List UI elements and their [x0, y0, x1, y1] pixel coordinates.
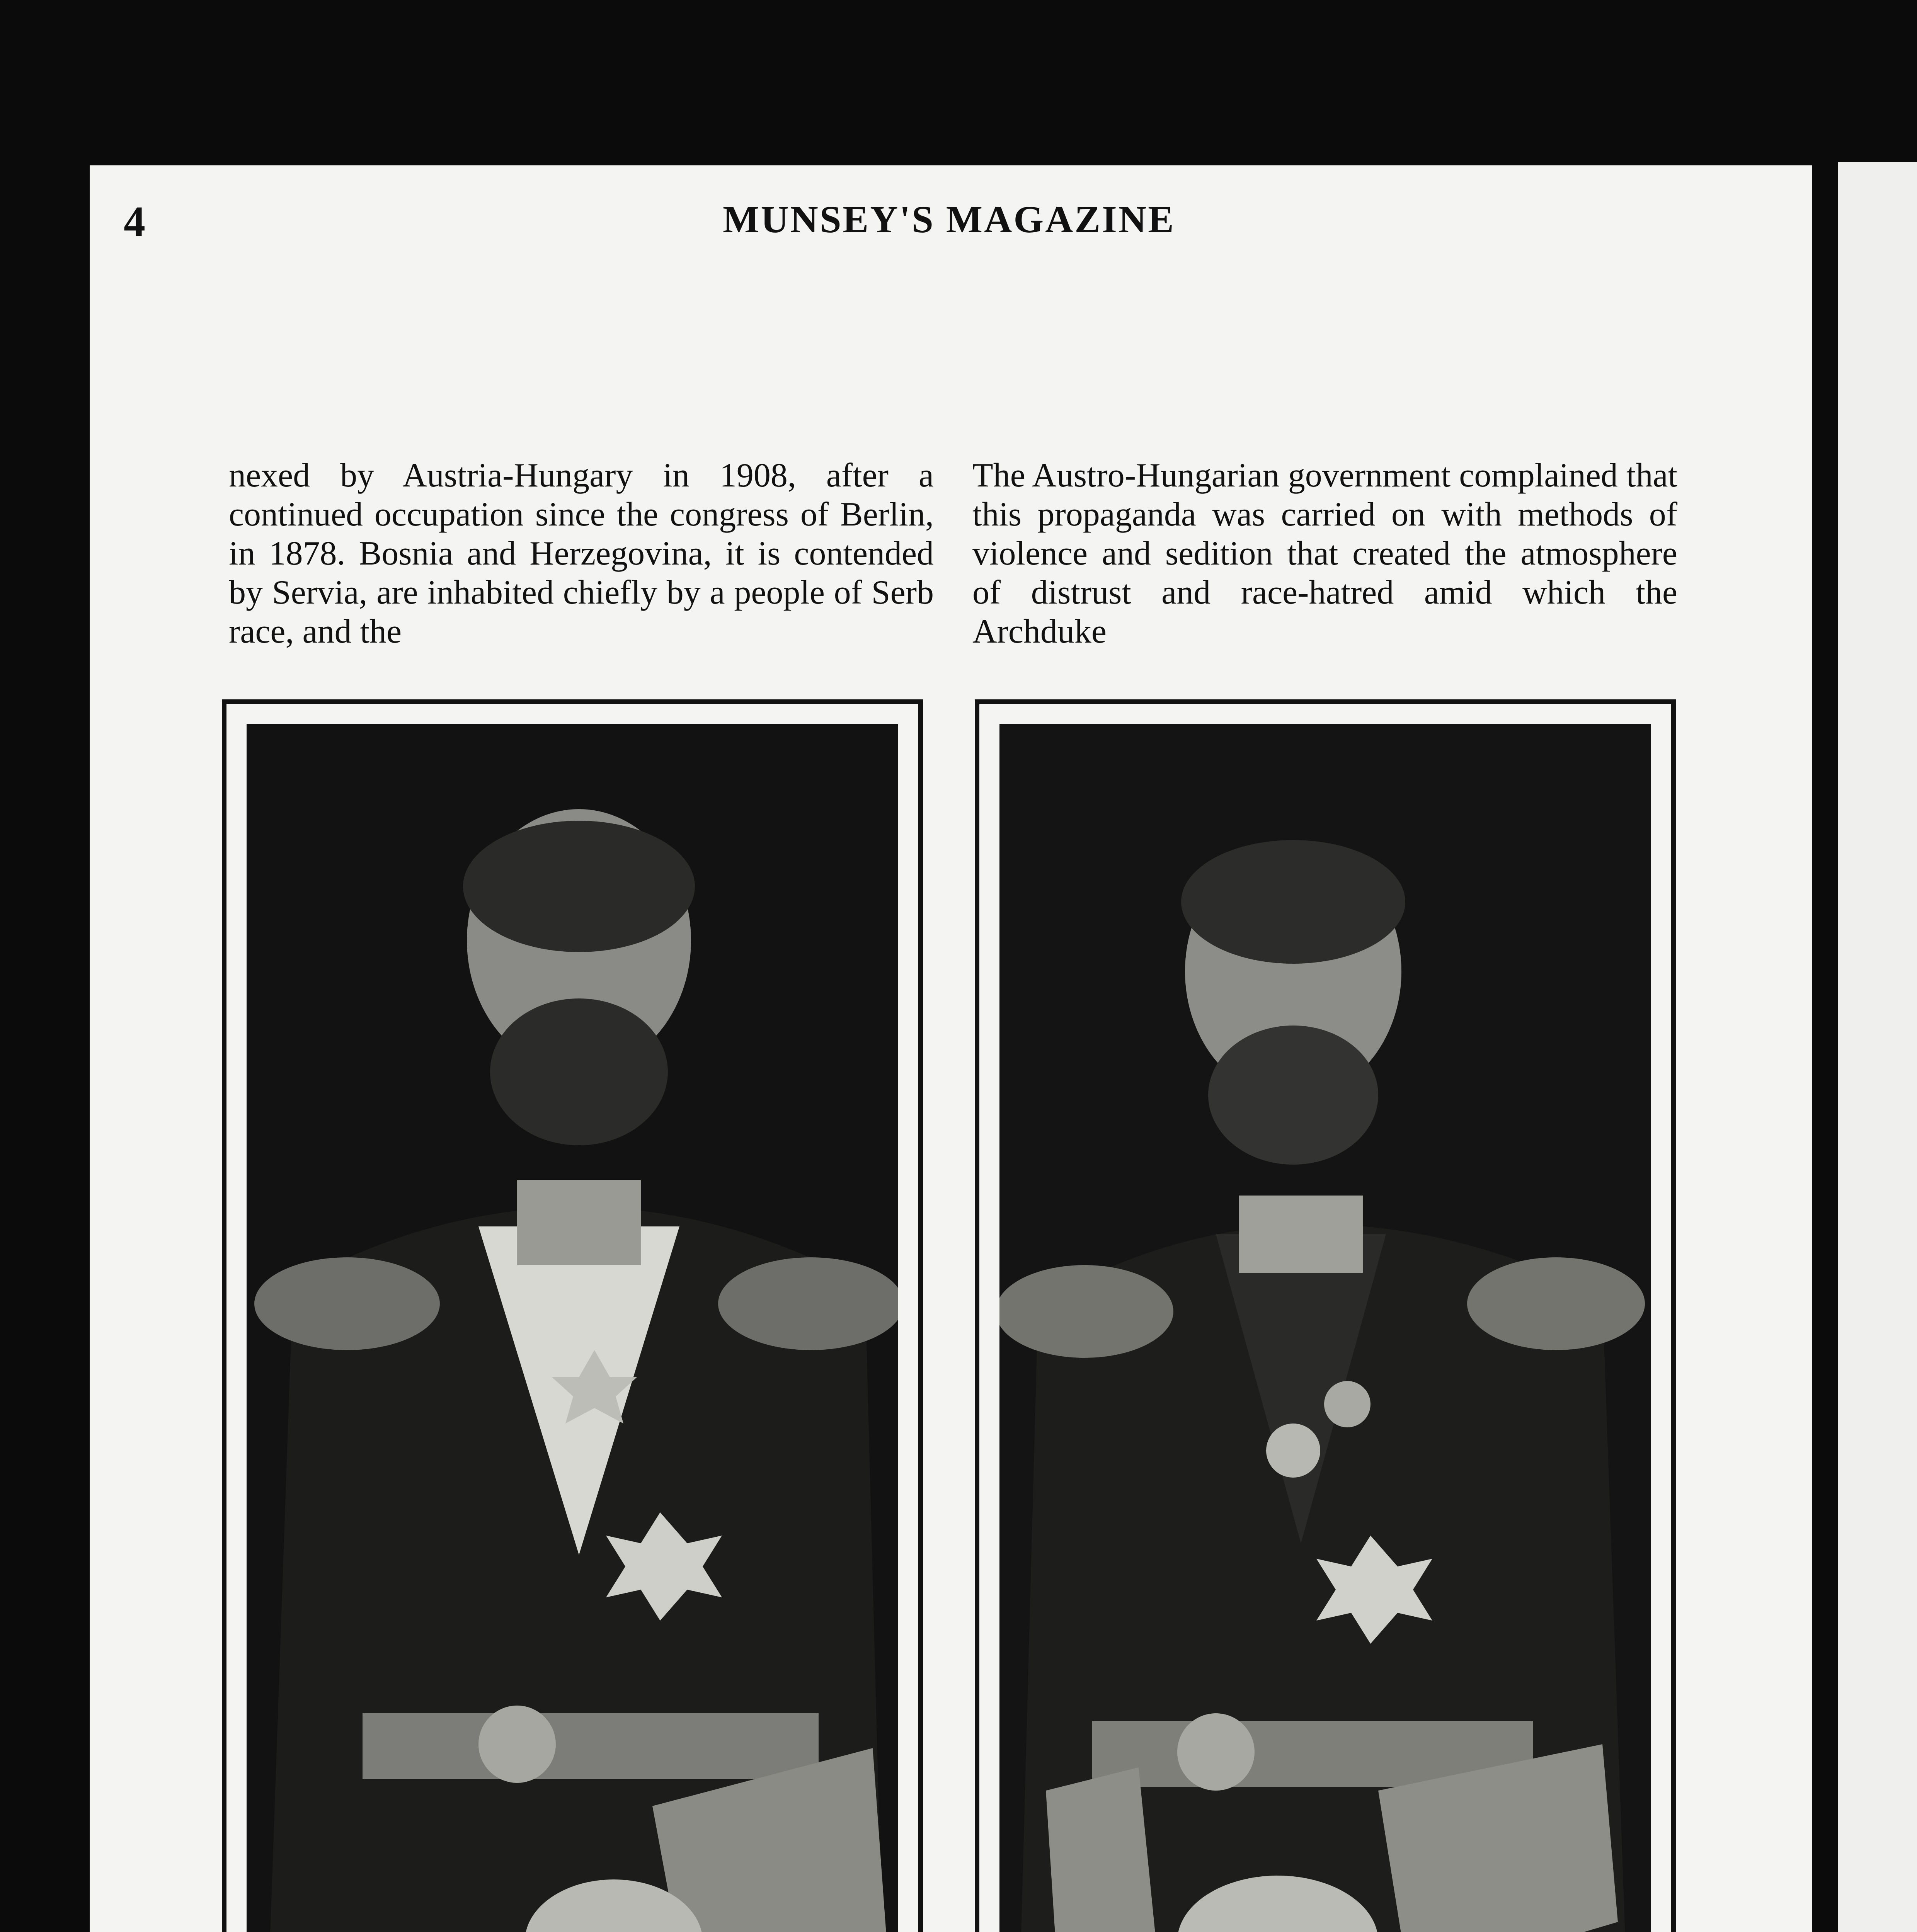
next-page-edge: [1838, 162, 1917, 1932]
text-column-top-left: nexed by Austria-Hungary in 1908, after a continued occupation since the congress of Berlin, in 1878. Bosnia and Herzegovina, it is contended by Servia, are inhabited chiefly by a people of Serb race, and the: [229, 457, 934, 650]
page-number: 4: [124, 198, 145, 246]
portrait-nicholas-ii-image: [999, 724, 1651, 1932]
portrait-george-v-image: [247, 724, 898, 1932]
portrait-nicholas-ii: [999, 724, 1651, 1932]
portrait-george-v: [247, 724, 898, 1932]
portrait-frame-nicholas-ii: [975, 699, 1676, 1932]
running-title: MUNSEY'S MAGAZINE: [723, 198, 1175, 241]
portrait-frame-george-v: [222, 699, 923, 1932]
text-column-top-right: The Austro-Hungarian government complained that this propaganda was carried on with methods of violence and sedition that created the atmosphere of distrust and race-hatred amid which the Archduke: [972, 457, 1677, 650]
page-header: [124, 197, 1639, 251]
